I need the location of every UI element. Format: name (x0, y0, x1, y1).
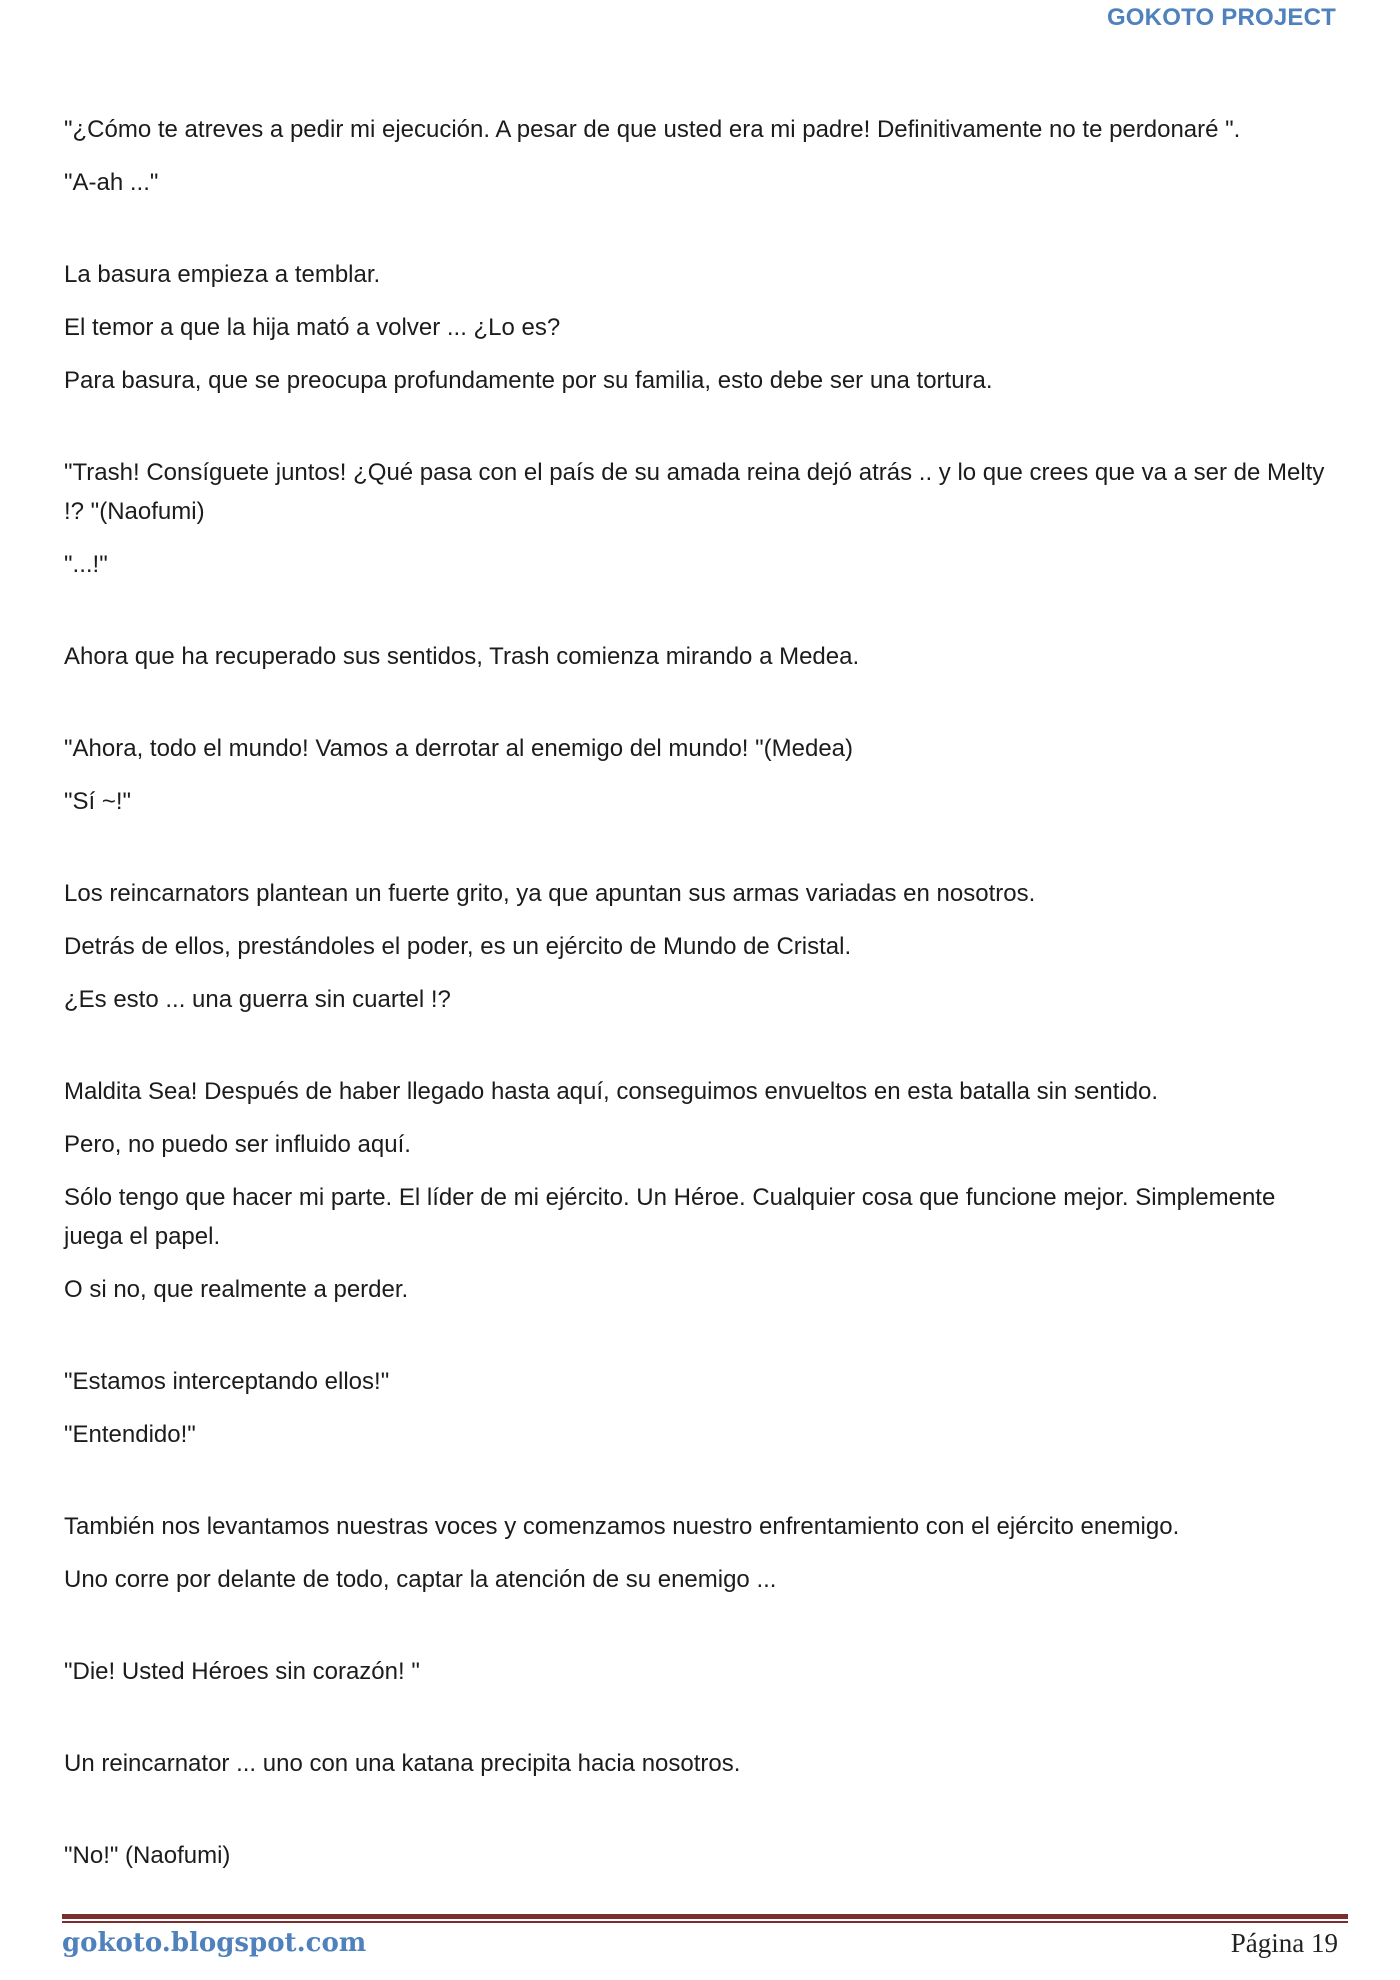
paragraph: Pero, no puedo ser influido aquí. (64, 1131, 411, 1158)
paragraph: "A-ah ..." (64, 169, 159, 196)
paragraph: "No!" (Naofumi) (64, 1842, 231, 1869)
paragraph: "Sí ~!" (64, 788, 132, 815)
document-body (64, 110, 1334, 1875)
footer-site-link[interactable]: gokoto.blogspot.com (62, 1928, 367, 1958)
paragraph: La basura empieza a temblar. (64, 261, 381, 288)
paragraph: "Trash! Consíguete juntos! ¿Qué pasa con el país de su amada reina dejó atrás .. y lo que crees que va a ser de Melty !? "(Naofumi) (64, 459, 1325, 525)
paragraph: "Die! Usted Héroes sin corazón! " (64, 1658, 420, 1685)
paragraph: Uno corre por delante de todo, captar la atención de su enemigo ... (64, 1566, 777, 1593)
paragraph: "Entendido!" (64, 1421, 196, 1448)
paragraph: También nos levantamos nuestras voces y comenzamos nuestro enfrentamiento con el ejército enemigo. (64, 1513, 1180, 1540)
paragraph: "¿Cómo te atreves a pedir mi ejecución. A pesar de que usted era mi padre! Definitivamente no te perdonaré ". (64, 116, 1241, 143)
paragraph: El temor a que la hija mató a volver ... ¿Lo es? (64, 314, 561, 341)
paragraph: ¿Es esto ... una guerra sin cuartel !? (64, 986, 451, 1013)
paragraph: Sólo tengo que hacer mi parte. El líder de mi ejército. Un Héroe. Cualquier cosa que funcione mejor. Simplemente juega el papel. (64, 1184, 1276, 1250)
paragraph: Los reincarnators plantean un fuerte grito, ya que apuntan sus armas variadas en nosotros. (64, 880, 1036, 907)
paragraph: "Ahora, todo el mundo! Vamos a derrotar al enemigo del mundo! "(Medea) (64, 735, 854, 762)
paragraph: Ahora que ha recuperado sus sentidos, Trash comienza mirando a Medea. (64, 643, 860, 670)
page-number: Página 19 (1230, 1928, 1338, 1958)
header-brand: GOKOTO PROJECT (1106, 4, 1336, 31)
paragraph: "...!" (64, 551, 108, 578)
paragraph: "Estamos interceptando ellos!" (64, 1368, 390, 1395)
paragraph: Un reincarnator ... uno con una katana precipita hacia nosotros. (64, 1750, 741, 1777)
paragraph: Para basura, que se preocupa profundamente por su familia, esto debe ser una tortura. (64, 367, 993, 394)
paragraph: Maldita Sea! Después de haber llegado hasta aquí, conseguimos envueltos en esta batalla sin sentido. (64, 1078, 1159, 1105)
paragraph: Detrás de ellos, prestándoles el poder, es un ejército de Mundo de Cristal. (64, 933, 852, 960)
paragraph: O si no, que realmente a perder. (64, 1276, 409, 1303)
footer-rule (62, 1914, 1348, 1923)
